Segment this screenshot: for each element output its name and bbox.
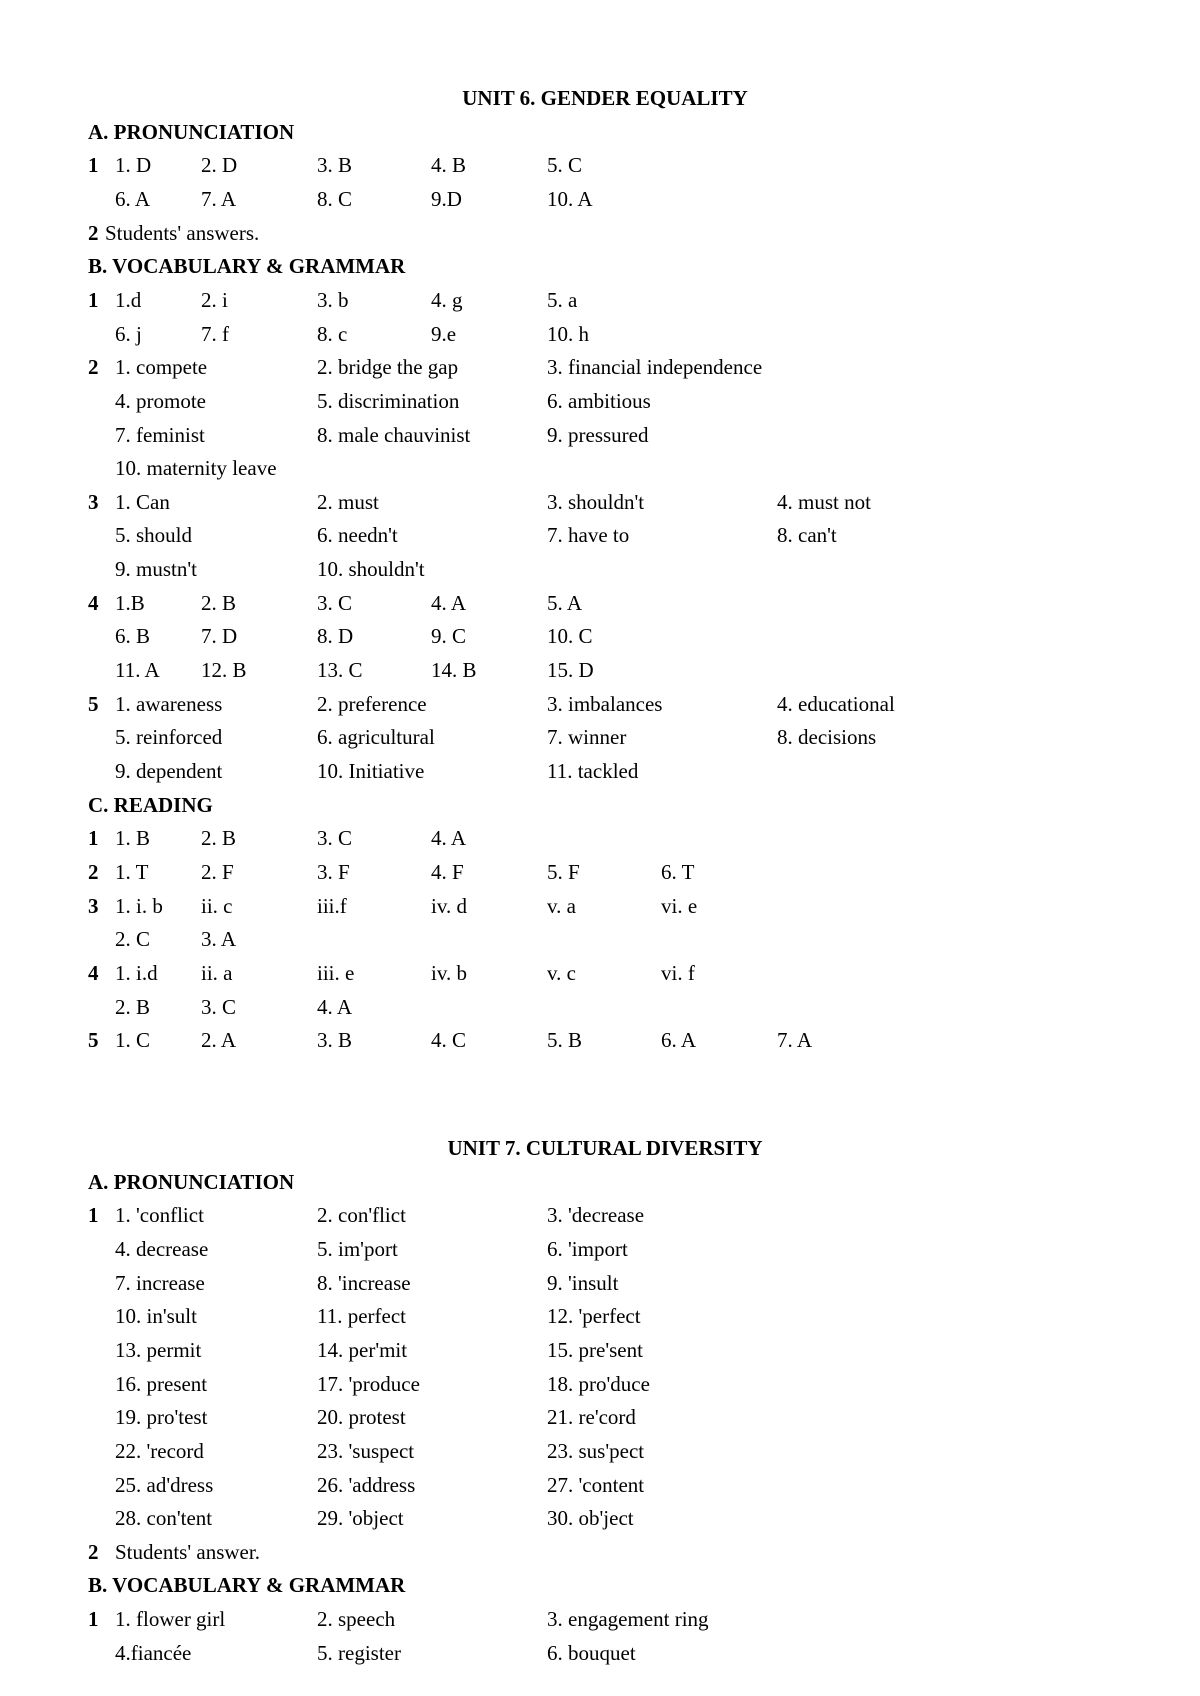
answer-row bbox=[0, 990, 1200, 1024]
answer-row bbox=[0, 148, 1200, 182]
answer-cell: 6. A bbox=[115, 186, 151, 211]
answer-row bbox=[0, 485, 1200, 519]
answer-cell: 1.d bbox=[115, 287, 142, 312]
question-row bbox=[0, 216, 1200, 250]
answer-cell: 5. discrimination bbox=[317, 388, 460, 413]
question-number: 5 bbox=[88, 1028, 99, 1053]
answer-cell: 9.e bbox=[431, 321, 457, 346]
answer-cell: 3. B bbox=[317, 153, 353, 178]
answer-cell: 5. a bbox=[547, 287, 578, 312]
answer-cell: 27. 'content bbox=[547, 1472, 645, 1497]
answer-cell: 2. B bbox=[115, 994, 151, 1019]
answer-cell: 9. C bbox=[431, 624, 467, 649]
answer-row bbox=[0, 1367, 1200, 1401]
answer-cell: 16. present bbox=[115, 1371, 208, 1396]
answer-cell: 30. ob'ject bbox=[547, 1506, 634, 1531]
question-number: 1 bbox=[88, 1203, 99, 1228]
answer-cell: 20. protest bbox=[317, 1405, 406, 1430]
answer-row bbox=[0, 653, 1200, 687]
answer-cell: 10. maternity leave bbox=[115, 456, 277, 481]
answer-cell: 3. engagement ring bbox=[547, 1607, 709, 1632]
answer-cell: 4. F bbox=[431, 859, 464, 884]
answer-cell: 7. A bbox=[777, 1028, 813, 1053]
answer-cell: 1. D bbox=[115, 153, 152, 178]
answer-row bbox=[0, 889, 1200, 923]
question-number: 1 bbox=[88, 826, 99, 851]
answer-row bbox=[0, 1602, 1200, 1636]
answer-cell: 2. B bbox=[201, 826, 237, 851]
answer-cell: 1. i.d bbox=[115, 960, 158, 985]
answer-cell: 3. financial independence bbox=[547, 355, 763, 380]
answer-cell: 5. should bbox=[115, 523, 193, 548]
answer-cell: 1. flower girl bbox=[115, 1607, 226, 1632]
answer-cell: 4. C bbox=[431, 1028, 467, 1053]
answer-cell: 10. shouldn't bbox=[317, 557, 425, 582]
answer-cell: 10. C bbox=[547, 624, 593, 649]
answer-row bbox=[0, 855, 1200, 889]
answer-cell: 11. A bbox=[115, 658, 160, 683]
answer-cell: v. c bbox=[547, 960, 576, 985]
answer-cell: 4. must not bbox=[777, 489, 871, 514]
answer-row bbox=[0, 922, 1200, 956]
answer-cell: 2. F bbox=[201, 859, 234, 884]
question-number: 4 bbox=[88, 590, 99, 615]
answer-row bbox=[0, 586, 1200, 620]
answer-cell: 3. A bbox=[201, 927, 237, 952]
answer-cell: 8. D bbox=[317, 624, 354, 649]
answer-cell: 4. promote bbox=[115, 388, 206, 413]
answer-row bbox=[0, 552, 1200, 586]
section-heading: B. VOCABULARY & GRAMMAR bbox=[88, 254, 406, 279]
answer-cell: 23. 'suspect bbox=[317, 1438, 415, 1463]
answer-row bbox=[0, 1636, 1200, 1670]
answer-cell: 14. B bbox=[431, 658, 477, 683]
answer-row bbox=[0, 451, 1200, 485]
answer-cell: 4. decrease bbox=[115, 1236, 209, 1261]
answer-row bbox=[0, 1434, 1200, 1468]
section-heading: C. READING bbox=[88, 792, 213, 817]
answer-cell: 7. D bbox=[201, 624, 238, 649]
answer-cell: 1. C bbox=[115, 1028, 151, 1053]
answer-cell: 13. C bbox=[317, 658, 363, 683]
answer-row bbox=[0, 1232, 1200, 1266]
answer-cell: 19. pro'test bbox=[115, 1405, 208, 1430]
answer-row bbox=[0, 687, 1200, 721]
answer-cell: 9. dependent bbox=[115, 759, 223, 783]
answer-cell: 7. A bbox=[201, 186, 237, 211]
answer-cell: 12. 'perfect bbox=[547, 1304, 641, 1329]
answer-cell: 5. A bbox=[547, 590, 583, 615]
answer-cell: vi. e bbox=[661, 893, 698, 918]
answer-cell: 22. 'record bbox=[115, 1438, 204, 1463]
answer-cell: 2. i bbox=[201, 287, 228, 312]
answer-cell: 26. 'address bbox=[317, 1472, 416, 1497]
answer-row bbox=[0, 1333, 1200, 1367]
answer-cell: 8. c bbox=[317, 321, 348, 346]
answer-cell: 7. winner bbox=[547, 725, 627, 750]
answer-row bbox=[0, 1501, 1200, 1535]
answer-cell: 1. i. b bbox=[115, 893, 163, 918]
answer-cell: 2. must bbox=[317, 489, 379, 514]
answer-row bbox=[0, 317, 1200, 351]
answer-cell: 15. D bbox=[547, 658, 594, 683]
answer-cell: 13. permit bbox=[115, 1337, 202, 1362]
answer-row bbox=[0, 821, 1200, 855]
question-number: 3 bbox=[88, 489, 99, 514]
answer-row bbox=[0, 1299, 1200, 1333]
answer-cell: 2. A bbox=[201, 1028, 237, 1053]
answer-cell: iii.f bbox=[317, 893, 347, 918]
answer-cell: 6. B bbox=[115, 624, 151, 649]
answer-cell: iii. e bbox=[317, 960, 355, 985]
answer-cell: 2. speech bbox=[317, 1607, 396, 1632]
answer-cell: 7. f bbox=[201, 321, 229, 346]
answer-cell: 1. B bbox=[115, 826, 151, 851]
section-heading: A. PRONUNCIATION bbox=[88, 119, 295, 144]
answer-cell: 10. A bbox=[547, 186, 593, 211]
answer-cell: 5. register bbox=[317, 1640, 401, 1665]
question-number: 1 bbox=[88, 287, 99, 312]
answer-cell: iv. b bbox=[431, 960, 467, 985]
answer-cell: 6. needn't bbox=[317, 523, 398, 548]
answer-row bbox=[0, 518, 1200, 552]
answer-cell: 2. con'flict bbox=[317, 1203, 406, 1228]
answer-cell: 8. C bbox=[317, 186, 353, 211]
answer-cell: 2. bridge the gap bbox=[317, 355, 459, 380]
answer-row bbox=[0, 350, 1200, 384]
answer-row bbox=[0, 1400, 1200, 1434]
question-row bbox=[0, 1535, 1200, 1569]
answer-cell: 25. ad'dress bbox=[115, 1472, 214, 1497]
answer-cell: 10. in'sult bbox=[115, 1304, 197, 1329]
answer-cell: 8. decisions bbox=[777, 725, 877, 750]
answer-cell: 3. C bbox=[201, 994, 237, 1019]
question-number: 2 bbox=[88, 859, 99, 884]
answer-cell: v. a bbox=[547, 893, 576, 918]
answer-cell: 8. 'increase bbox=[317, 1270, 411, 1295]
answer-cell: 11. perfect bbox=[317, 1304, 407, 1329]
section-heading: B. VOCABULARY & GRAMMAR bbox=[88, 1573, 406, 1598]
answer-cell: 4. g bbox=[431, 287, 463, 312]
answer-cell: 14. per'mit bbox=[317, 1337, 408, 1362]
answer-cell: 4. B bbox=[431, 153, 467, 178]
answer-cell: 5. F bbox=[547, 859, 580, 884]
answer-row bbox=[0, 1468, 1200, 1502]
answer-cell: 3. F bbox=[317, 859, 350, 884]
answer-row bbox=[0, 619, 1200, 653]
answer-cell: vi. f bbox=[661, 960, 695, 985]
answer-cell: 10. Initiative bbox=[317, 759, 425, 783]
answer-cell: 6. A bbox=[661, 1028, 697, 1053]
answer-cell: 1. Can bbox=[115, 489, 170, 514]
answer-row bbox=[0, 1266, 1200, 1300]
answer-cell: 15. pre'sent bbox=[547, 1337, 643, 1362]
answer-cell: 6. T bbox=[661, 859, 695, 884]
question-number: 5 bbox=[88, 691, 99, 716]
unit-title: UNIT 7. CULTURAL DIVERSITY bbox=[447, 1136, 763, 1160]
answer-cell: 4. A bbox=[317, 994, 353, 1019]
answer-cell: 3. C bbox=[317, 826, 353, 851]
answer-cell: 3. C bbox=[317, 590, 353, 615]
answer-row bbox=[0, 754, 1200, 788]
answer-cell: 4. A bbox=[431, 826, 467, 851]
answer-cell: iv. d bbox=[431, 893, 467, 918]
answer-cell: 9.D bbox=[431, 186, 462, 211]
question-number: 2 bbox=[88, 1539, 99, 1564]
answer-cell: 1. 'conflict bbox=[115, 1203, 204, 1228]
question-number: 4 bbox=[88, 960, 99, 985]
answer-cell: 5. reinforced bbox=[115, 725, 223, 750]
question-number: 2 bbox=[88, 355, 99, 380]
question-number: 2 bbox=[88, 220, 99, 245]
answer-text: Students' answer. bbox=[115, 1539, 260, 1564]
answer-row bbox=[0, 1198, 1200, 1232]
answer-cell: 5. B bbox=[547, 1028, 583, 1053]
answer-row bbox=[0, 1023, 1200, 1057]
answer-cell: 6. j bbox=[115, 321, 142, 346]
answer-cell: 3. 'decrease bbox=[547, 1203, 645, 1228]
answer-row bbox=[0, 956, 1200, 990]
answer-cell: 11. tackled bbox=[547, 759, 639, 783]
answer-cell: 1. T bbox=[115, 859, 149, 884]
answer-cell: 21. re'cord bbox=[547, 1405, 636, 1430]
answer-cell: 6. 'import bbox=[547, 1236, 628, 1261]
answer-row bbox=[0, 283, 1200, 317]
answer-cell: 3. shouldn't bbox=[547, 489, 645, 514]
answer-cell: 28. con'tent bbox=[115, 1506, 213, 1531]
answer-cell: 1. awareness bbox=[115, 691, 223, 716]
answer-cell: 23. sus'pect bbox=[547, 1438, 645, 1463]
answer-cell: 2. B bbox=[201, 590, 237, 615]
answer-cell: 5. im'port bbox=[317, 1236, 398, 1261]
answer-cell: 2. D bbox=[201, 153, 238, 178]
answer-cell: 6. bouquet bbox=[547, 1640, 636, 1665]
answer-cell: 12. B bbox=[201, 658, 247, 683]
answer-cell: 6. agricultural bbox=[317, 725, 435, 750]
answer-row bbox=[0, 182, 1200, 216]
answer-cell: 9. mustn't bbox=[115, 557, 197, 582]
answer-cell: 1. compete bbox=[115, 355, 208, 380]
answer-cell: 1.B bbox=[115, 590, 145, 615]
answer-cell: 9. pressured bbox=[547, 422, 649, 447]
answer-cell: 7. have to bbox=[547, 523, 630, 548]
answer-cell: 4. educational bbox=[777, 691, 895, 716]
answer-row bbox=[0, 720, 1200, 754]
question-number: 3 bbox=[88, 893, 99, 918]
question-number: 1 bbox=[88, 1607, 99, 1632]
answer-row bbox=[0, 384, 1200, 418]
answer-cell: 18. pro'duce bbox=[547, 1371, 650, 1396]
unit-title: UNIT 6. GENDER EQUALITY bbox=[462, 86, 748, 110]
answer-cell: 10. h bbox=[547, 321, 589, 346]
answer-cell: 7. increase bbox=[115, 1270, 205, 1295]
answer-cell: 9. 'insult bbox=[547, 1270, 619, 1295]
answer-cell: 17. 'produce bbox=[317, 1371, 420, 1396]
answer-cell: 2. preference bbox=[317, 691, 427, 716]
answer-cell: 6. ambitious bbox=[547, 388, 651, 413]
question-number: 1 bbox=[88, 153, 99, 178]
answer-cell: 2. C bbox=[115, 927, 151, 952]
answer-cell: 8. male chauvinist bbox=[317, 422, 471, 447]
answer-row bbox=[0, 418, 1200, 452]
section-heading: A. PRONUNCIATION bbox=[88, 1169, 295, 1194]
answer-cell: 4. A bbox=[431, 590, 467, 615]
answer-cell: 3. b bbox=[317, 287, 349, 312]
answer-cell: ii. a bbox=[201, 960, 233, 985]
answer-cell: 3. B bbox=[317, 1028, 353, 1053]
answer-cell: ii. c bbox=[201, 893, 233, 918]
answer-cell: 3. imbalances bbox=[547, 691, 663, 716]
answer-cell: 4.fiancée bbox=[115, 1640, 192, 1665]
answer-cell: 5. C bbox=[547, 153, 583, 178]
answer-cell: 29. 'object bbox=[317, 1506, 404, 1531]
answer-cell: 8. can't bbox=[777, 523, 837, 548]
answer-text: Students' answers. bbox=[105, 220, 260, 245]
answer-cell: 7. feminist bbox=[115, 422, 205, 447]
